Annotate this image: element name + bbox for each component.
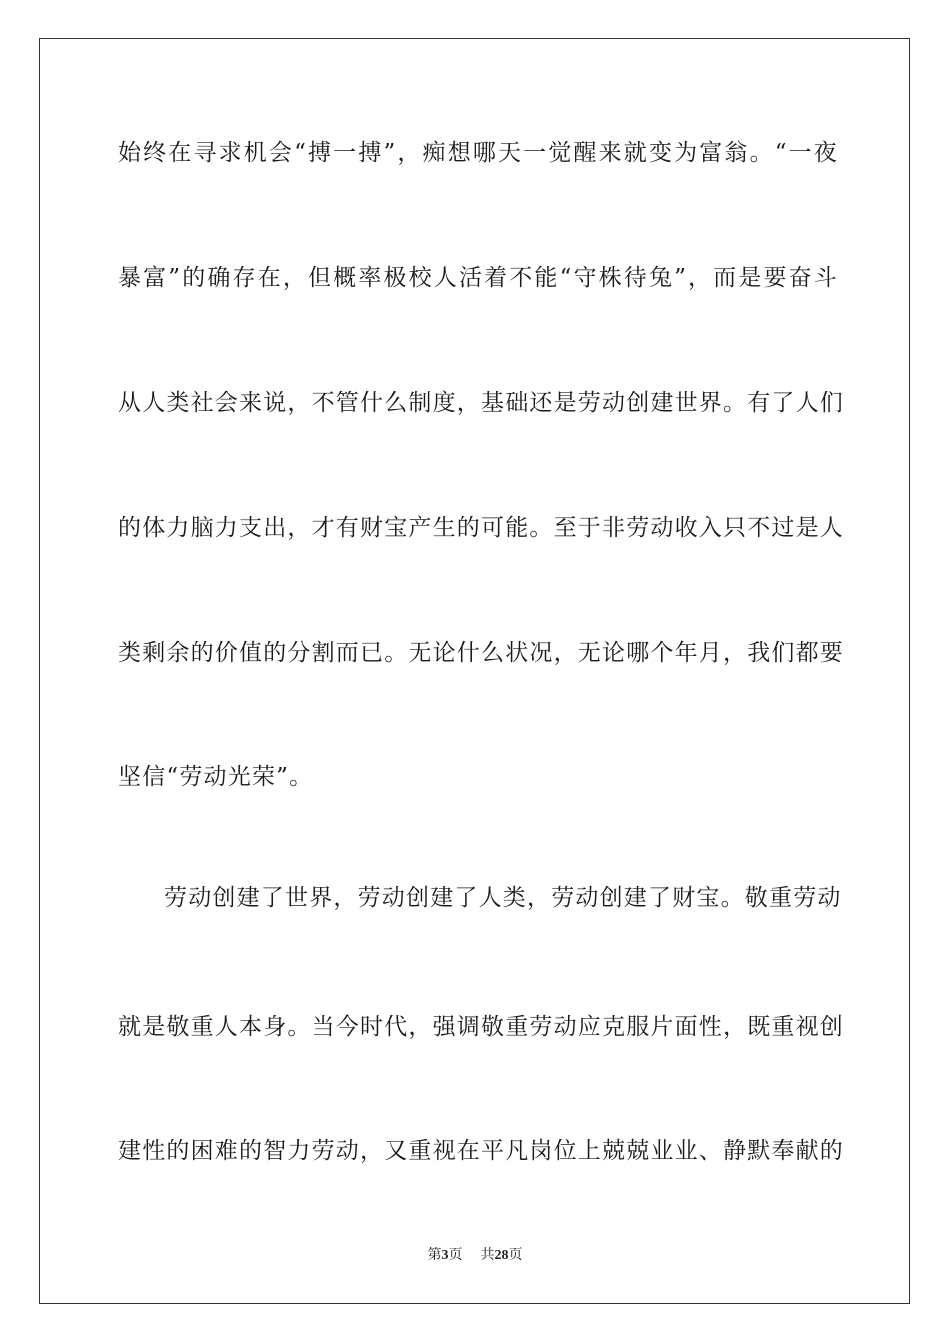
paragraph-1-line-6: 坚信“劳动光荣”。 [118,764,314,790]
page-number: 3 [441,1248,449,1263]
total-prefix: 共 [480,1247,495,1263]
page-prefix: 第 [427,1247,442,1263]
paragraph-1-line-2: 暴富”的确存在，但概率极校人活着不能“守株待兔”，而是要奋斗 [118,265,838,291]
paragraph-2-line-3: 建性的困难的智力劳动，又重视在平凡岗位上兢兢业业、静默奉献的 [118,1138,844,1164]
page-border [39,38,910,1304]
page-suffix: 页 [448,1247,463,1263]
total-suffix: 页 [508,1247,523,1263]
paragraph-1-line-1: 始终在寻求机会“搏一搏”，痴想哪天一觉醒来就变为富翁。“一夜 [118,140,838,166]
paragraph-1-line-5: 类剩余的价值的分割而已。无论什么状况，无论哪个年月，我们都要 [118,640,844,666]
paragraph-1-line-3: 从人类社会来说，不管什么制度，基础还是劳动创建世界。有了人们 [118,390,844,416]
paragraph-1-line-4: 的体力脑力支出，才有财宝产生的可能。至于非劳动收入只不过是人 [118,515,844,541]
paragraph-2-line-2: 就是敬重人本身。当今时代，强调敬重劳动应克服片面性，既重视创 [118,1014,844,1040]
total-pages: 28 [494,1248,509,1263]
page-footer [0,1246,950,1265]
paragraph-2-line-1: 劳动创建了世界，劳动创建了人类，劳动创建了财宝。敬重劳动 [164,885,842,911]
